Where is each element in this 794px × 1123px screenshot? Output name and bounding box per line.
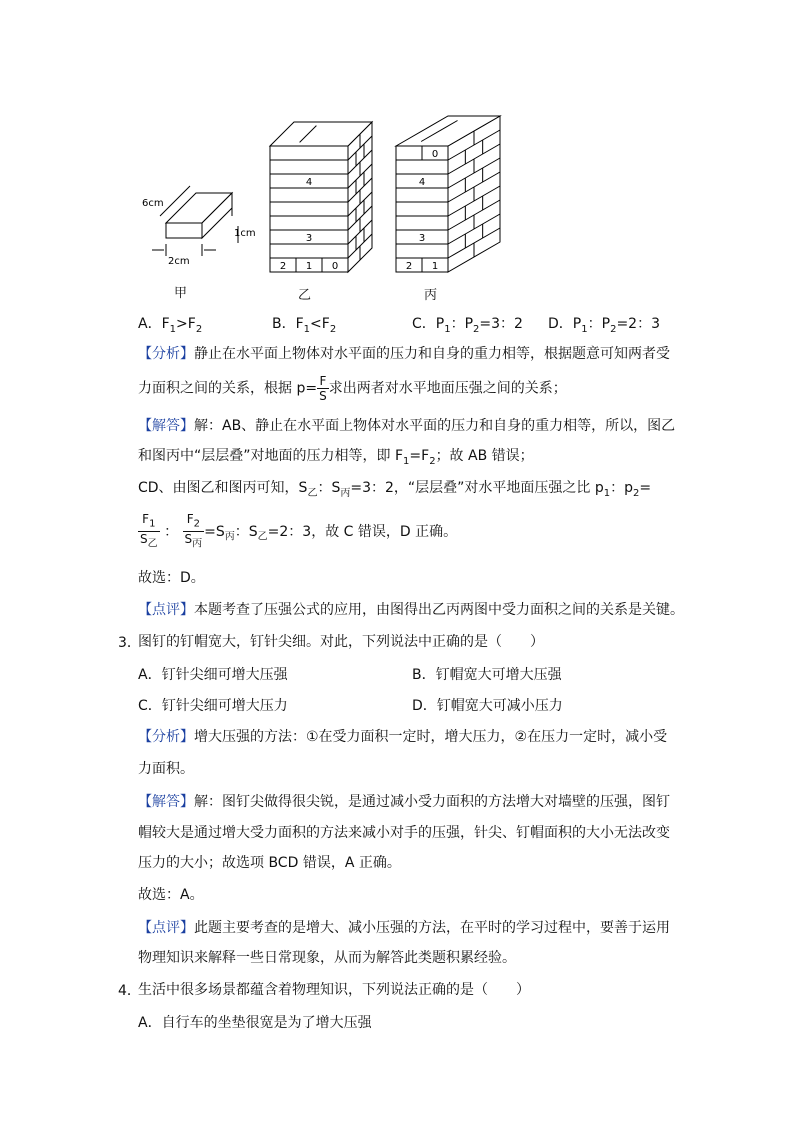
q3-answer-tag: 【解答】: [138, 794, 194, 810]
fraction-f2-s-bing: [183, 512, 205, 552]
q2-analysis-text2a: 力面积之间的关系，根据 p=: [138, 380, 318, 397]
q3-answer-line1: [138, 792, 670, 812]
q3-answer-line2: 帽较大是通过增大受力面积的方法来减小对手的压强，针尖、钉帽面积的大小无法改变: [138, 825, 670, 841]
q2-ans-4b: ：S: [234, 523, 258, 540]
q3-analysis-tag: 【分析】: [138, 729, 194, 745]
q2-ans-3d: ：p: [610, 480, 633, 496]
q2-d-mid: ：P: [587, 316, 611, 332]
q4-option-a[interactable]: A．自行车的坐垫很宽是为了增大压强: [138, 1015, 372, 1031]
q3-comment-tag: 【点评】: [138, 920, 194, 936]
brick-label-2: 2: [405, 261, 413, 272]
q2-c-mid: ：P: [450, 316, 474, 332]
caption-bing: 丙: [424, 288, 438, 303]
dim-2cm: 2cm: [168, 256, 190, 267]
q2-ans-3s3: 1: [603, 487, 611, 499]
q2-ans-2b: =F: [409, 448, 430, 464]
q3-analysis-line1: [138, 727, 667, 747]
q2-option-a[interactable]: [138, 313, 202, 335]
brick-label-3: 3: [418, 233, 426, 244]
q2-comment: [138, 600, 684, 620]
physics-figure: [130, 98, 550, 303]
f2-den-sub: 丙: [192, 538, 203, 550]
q3-option-c[interactable]: C．钉针尖细可增大压力: [138, 698, 288, 714]
brick-label-4: 4: [305, 177, 313, 188]
brick-label-0: 0: [431, 149, 439, 160]
q2-analysis-text1: 静止在水平面上物体对水平面的压力和自身的重力相等，根据题意可知两者受: [194, 346, 670, 362]
caption-jia: 甲: [174, 286, 188, 301]
q2-answer-line1: [138, 416, 675, 436]
q2-option-c[interactable]: [412, 313, 523, 335]
q2-b-sub1: 1: [303, 323, 311, 335]
f2-den: S: [184, 532, 193, 547]
q4-stem: 生活中很多场景都蕴含着物理知识，下列说法正确的是（ ）: [138, 982, 530, 998]
q2-a-text: A．F: [138, 316, 170, 332]
q2-ans-3s4: 2: [633, 487, 640, 499]
q3-choice: 故选：A。: [138, 887, 204, 903]
f1-num-sub: 1: [149, 518, 156, 530]
q2-ans-2c: ；故 AB 错误；: [435, 448, 534, 464]
frac-num: F: [317, 374, 329, 389]
q3-comment-text1: 此题主要考查的是增大、减小压强的方法，在平时的学习过程中，要善于运用: [194, 920, 670, 936]
q2-ans-4a: =S: [204, 523, 225, 540]
q3-number: 3．: [118, 635, 141, 651]
q2-ans-2s2: 2: [429, 455, 436, 467]
tower-front: [270, 146, 348, 272]
q2-answer-line3: [138, 478, 651, 504]
q2-ans-2a: 和图丙中“层层叠”对地面的压力相等，即 F: [138, 448, 404, 464]
brick-label-1: 1: [431, 261, 439, 272]
q2-ans-4s1: 丙: [224, 531, 235, 543]
f1-den-sub: 乙: [147, 538, 158, 550]
q2-ans-4c: =2：3，故 C 错误，D 正确。: [267, 523, 458, 540]
q2-ans-3a: CD、由图乙和图丙可知，S: [138, 480, 308, 496]
q2-a-sub1: 1: [169, 323, 177, 335]
q2-d-sub1: 1: [581, 323, 588, 335]
comment-tag: 【点评】: [138, 602, 194, 618]
q3-option-d[interactable]: D．钉帽宽大可减小压力: [412, 698, 563, 714]
q2-ans-3b: ：S: [317, 480, 341, 496]
q2-choice: 故选：D。: [138, 570, 205, 586]
q2-comment-text: 本题考查了压强公式的应用，由图得出乙丙两图中受力面积之间的关系是关键。: [194, 602, 684, 618]
f2-num-sub: 2: [193, 518, 200, 530]
q2-ans-3s2: 丙: [340, 487, 351, 499]
q2-ans-3c: =3：2，“层层叠”对水平地面压强之比 p: [350, 480, 604, 496]
q2-c-tail: =3：2: [479, 316, 523, 332]
q2-option-b[interactable]: [272, 313, 336, 335]
analysis-tag: 【分析】: [138, 346, 194, 362]
brick-label-1: 1: [305, 261, 313, 272]
q2-ans-2s1: 1: [403, 455, 410, 467]
q3-comment-line1: [138, 918, 670, 938]
q3-option-a[interactable]: A．钉针尖细可增大压强: [138, 667, 288, 683]
q2-analysis-line1: [138, 344, 670, 364]
q2-c-sub2: 2: [473, 323, 480, 335]
q2-c-sub1: 1: [444, 323, 451, 335]
q3-analysis-line2: 力面积。: [138, 761, 194, 777]
q2-answer-line2: [138, 446, 534, 472]
q3-stem: 图钉的钉帽宽大，钉针尖细。对此，下列说法中正确的是（ ）: [138, 634, 544, 650]
caption-yi: 乙: [298, 288, 312, 303]
q2-b-sub2: 2: [329, 323, 337, 335]
q2-b-text: B．F: [272, 316, 304, 332]
f2-num: F: [186, 512, 194, 526]
block-jia: [152, 186, 238, 256]
tower-front: [396, 146, 448, 272]
q3-answer-text1: 解：图钉尖做得很尖锐，是通过减小受力面积的方法增大对墙壁的压强，图钉: [194, 794, 670, 810]
fraction-f-over-s: [317, 374, 329, 403]
q3-comment-line2: 物理知识来解释一些日常现象，从而为解答此类题积累经验。: [138, 950, 516, 966]
tower-yi: [270, 122, 372, 272]
q2-ans-3e: =: [639, 480, 652, 496]
dim-6cm: 6cm: [142, 198, 164, 209]
q2-d-sub2: 2: [610, 323, 617, 335]
q2-ans-3s1: 乙: [307, 487, 318, 499]
f1-num: F: [142, 512, 150, 526]
q3-option-b[interactable]: B．钉帽宽大可增大压强: [412, 667, 562, 683]
q3-answer-line3: 压力的大小；故选项 BCD 错误，A 正确。: [138, 855, 401, 871]
q2-option-d[interactable]: [548, 313, 660, 335]
q2-ans-4s2: 乙: [257, 531, 268, 543]
q4-number: 4．: [118, 983, 141, 999]
answer-tag: 【解答】: [138, 418, 194, 434]
frac-den: S: [319, 389, 327, 403]
q2-answer-text1: 解：AB、静止在水平面上物体对水平面的压力和自身的重力相等，所以，图乙: [194, 418, 676, 434]
brick-label-2: 2: [279, 261, 287, 272]
q2-b-mid: <F: [310, 316, 330, 332]
q2-answer-line4: [138, 512, 457, 552]
figure-drawing: [130, 98, 550, 298]
q2-d-text: D．P: [548, 316, 582, 332]
brick-label-0: 0: [331, 261, 339, 272]
tower-bing: [396, 116, 500, 272]
f1-den: S: [140, 532, 148, 547]
fraction-f1-s-yi: [138, 512, 160, 552]
dim-1cm: 1cm: [234, 228, 256, 239]
frac-colon: ：: [164, 523, 179, 540]
q2-a-sub2: 2: [195, 323, 203, 335]
q3-analysis-text1: 增大压强的方法：①在受力面积一定时，增大压力，②在压力一定时，减小受: [194, 729, 668, 745]
brick-label-4: 4: [418, 177, 426, 188]
q2-a-mid: >F: [176, 316, 196, 332]
q2-analysis-text2b: 求出两者对水平地面压强之间的关系；: [328, 380, 567, 397]
q2-analysis-line2: [138, 374, 567, 403]
q2-c-text: C．P: [412, 316, 445, 332]
q2-d-tail: =2：3: [616, 316, 660, 332]
brick-label-3: 3: [305, 233, 313, 244]
